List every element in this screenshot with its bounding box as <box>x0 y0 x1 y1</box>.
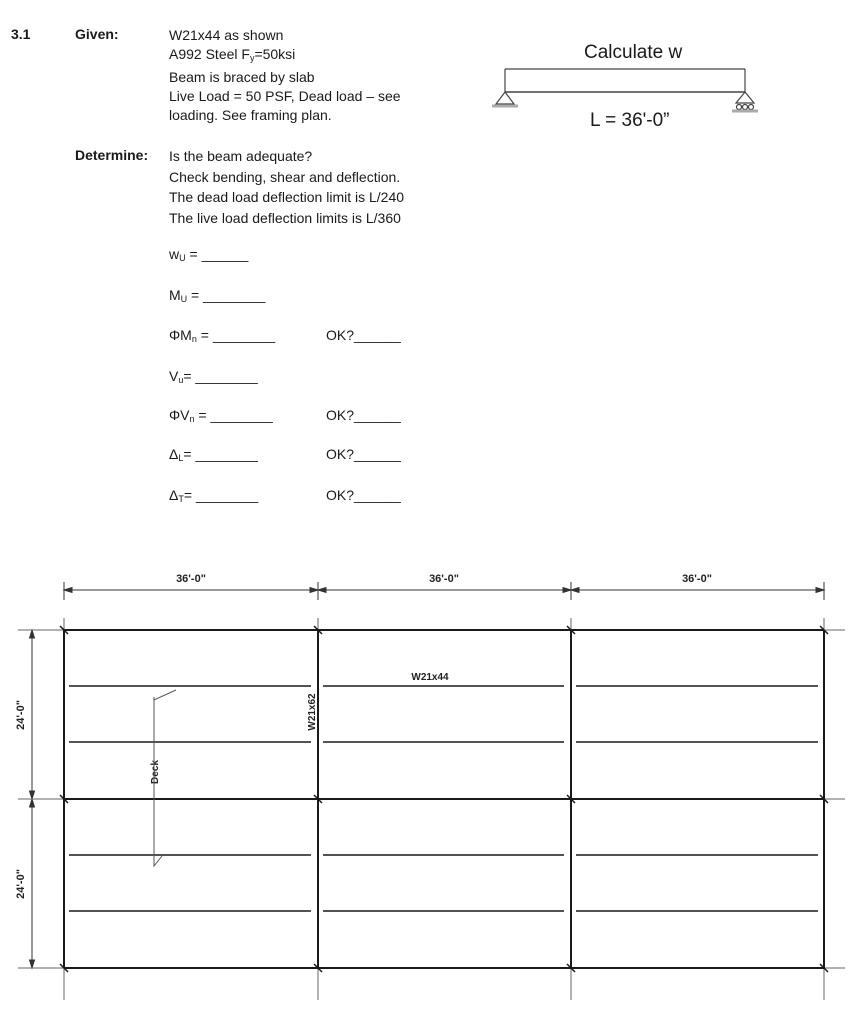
beam-span-label: L = 36'-0” <box>590 110 670 131</box>
arrow-icon <box>30 799 35 807</box>
problem-number: 3.1 <box>11 26 31 42</box>
roller-wheel-icon <box>749 105 754 110</box>
span-dim-1: 36'-0" <box>176 573 206 585</box>
beam-diagram-title: Calculate w <box>584 42 683 63</box>
wu-subscript: U <box>179 253 186 263</box>
fy-subscript: y <box>249 53 255 63</box>
steel-grade-text: A992 Steel F <box>169 46 250 62</box>
span-dim-3: 36'-0" <box>682 573 712 585</box>
delta-t-line: = ________ <box>183 487 259 503</box>
span-dim-2: 36'-0" <box>429 573 459 585</box>
roller-wheel-icon <box>743 105 748 110</box>
given-line-4: Live Load = 50 PSF, Dead load – see <box>169 88 401 104</box>
bay-dim-1: 24'-0" <box>15 700 27 730</box>
wu-symbol: w <box>169 246 180 262</box>
phimn-line: = ________ <box>196 327 276 343</box>
delta-t-subscript: T <box>178 494 184 504</box>
mu-subscript: U <box>180 294 188 304</box>
beam-size-label: W21x44 <box>411 672 449 683</box>
vu-subscript: u <box>178 375 184 385</box>
delta-l-symbol: Δ <box>169 446 179 462</box>
arrow-icon <box>571 588 579 593</box>
arrow-icon <box>30 960 35 968</box>
phimn-subscript: n <box>191 334 197 344</box>
girder-size-label: W21x62 <box>307 693 318 731</box>
determine-line-3: The dead load deflection limit is L/240 <box>169 189 405 205</box>
determine-label: Determine: <box>75 147 149 163</box>
framing-plan-dimensions <box>22 582 824 968</box>
arrow-icon <box>318 588 326 593</box>
bay-dim-2: 24'-0" <box>15 869 27 899</box>
yield-strength-text: =50ksi <box>254 46 296 62</box>
phimn-ok-blank: OK?______ <box>326 327 401 343</box>
mu-symbol: M <box>169 287 181 303</box>
arrow-icon <box>816 588 824 593</box>
deck-span-arrow-icon <box>154 690 176 700</box>
given-line-5: loading. See framing plan. <box>169 107 332 123</box>
deck-label: Deck <box>150 760 161 784</box>
given-line-3: Beam is braced by slab <box>169 69 315 85</box>
delta-t-ok-blank: OK?______ <box>326 487 401 503</box>
mu-line: = ________ <box>187 287 266 303</box>
given-label: Given: <box>75 26 119 42</box>
determine-line-2: Check bending, shear and deflection. <box>169 168 401 185</box>
phimn-symbol: ΦM <box>169 327 192 343</box>
phivn-subscript: n <box>189 414 195 424</box>
roller-support-icon <box>736 92 754 103</box>
given-line-1: W21x44 as shown <box>169 27 284 43</box>
phivn-line: = ________ <box>194 407 273 423</box>
delta-l-subscript: L <box>178 453 184 463</box>
pin-support-icon <box>496 92 514 104</box>
arrow-icon <box>30 630 35 638</box>
determine-line-1: Is the beam adequate? <box>169 148 313 164</box>
delta-t-symbol: Δ <box>169 487 179 503</box>
beam-diagram <box>492 69 758 111</box>
phivn-symbol: ΦV <box>169 407 190 423</box>
vu-line: = ________ <box>183 368 258 384</box>
determine-line-4: The live load deflection limits is L/360 <box>169 209 401 226</box>
roller-wheel-icon <box>737 105 742 110</box>
phivn-ok-blank: OK?______ <box>326 407 401 423</box>
vu-symbol: V <box>169 368 179 384</box>
delta-l-ok-blank: OK?______ <box>326 446 401 462</box>
wu-line: = ______ <box>185 246 249 262</box>
arrow-icon <box>64 588 72 593</box>
delta-l-line: = ________ <box>183 446 258 462</box>
